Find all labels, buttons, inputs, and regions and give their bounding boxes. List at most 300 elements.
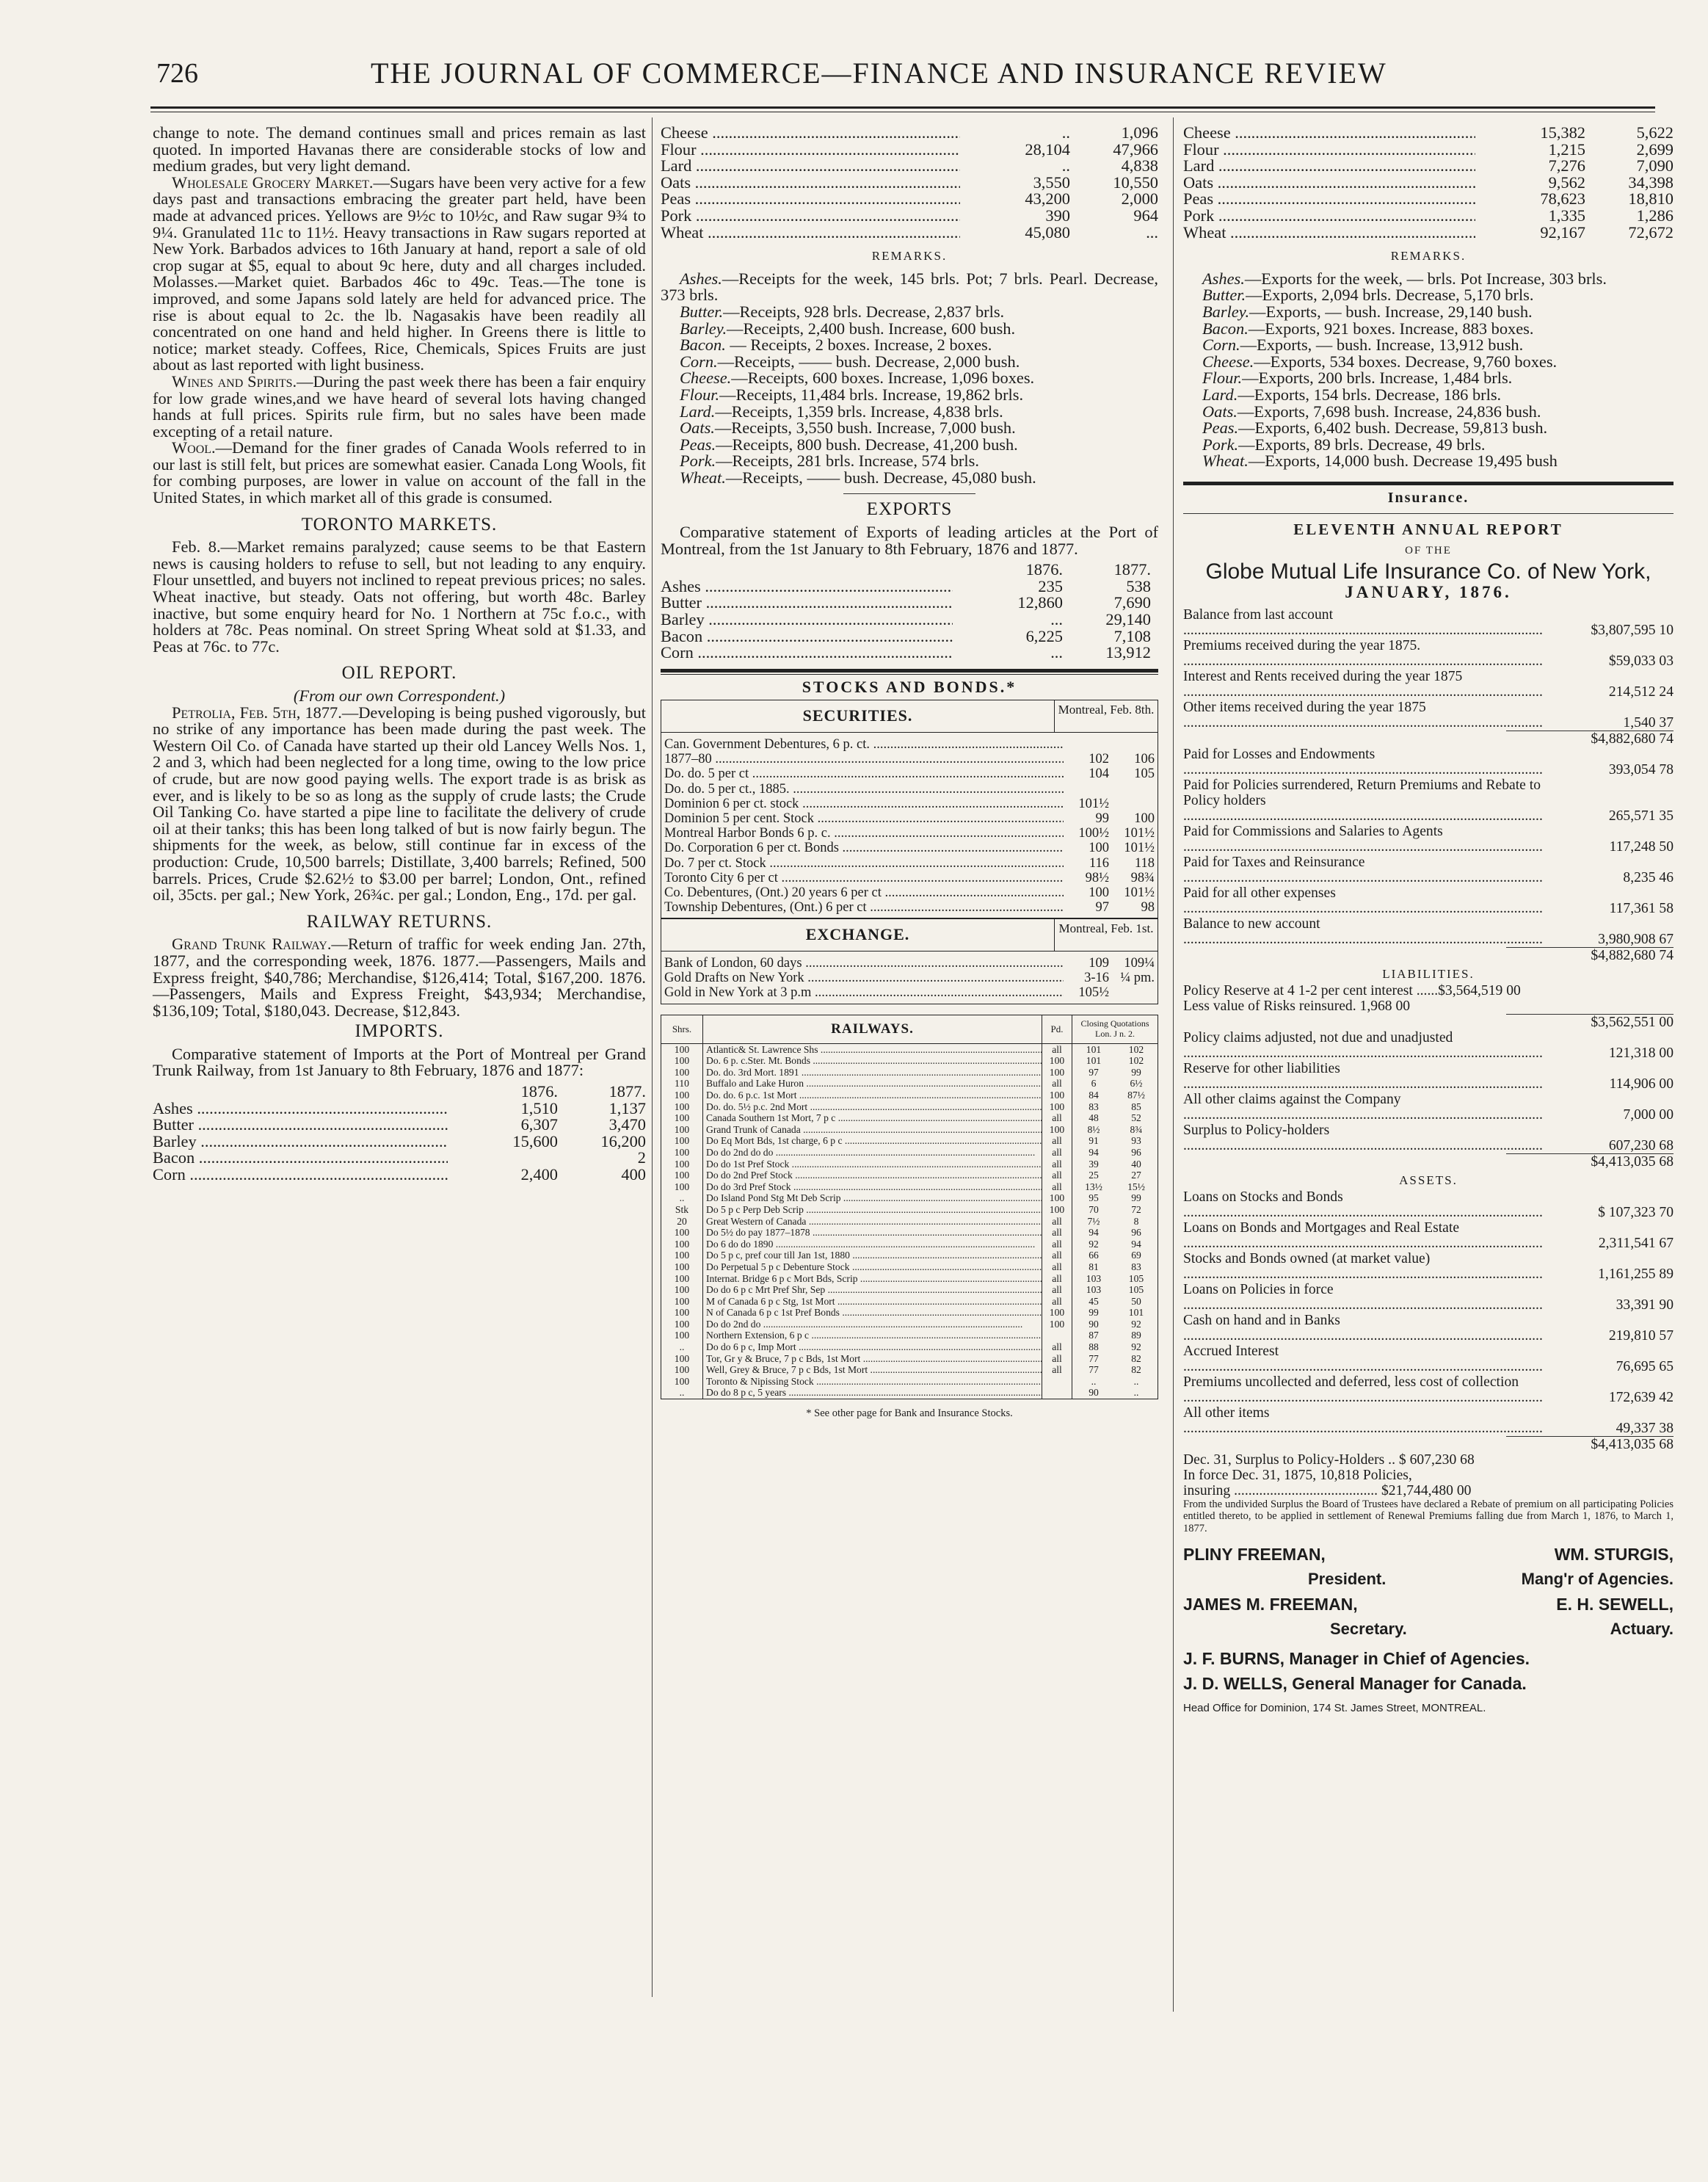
stocks-rule — [661, 669, 1158, 673]
railway-quote-high: 101 — [1128, 1307, 1144, 1319]
statement-row — [1183, 855, 1674, 885]
assets-title: ASSETS. — [1399, 1172, 1458, 1187]
railway-row — [661, 1273, 1158, 1285]
railway-row — [661, 1181, 1158, 1193]
exports-rule — [843, 493, 975, 494]
commodity-name: Lard ..... — [661, 158, 960, 175]
railway-quote-high: 15½ — [1127, 1181, 1145, 1192]
railway-name: Do do 1st Pref Stock ..... — [703, 1159, 1042, 1170]
statement-amount: 121,318 00 — [1608, 1045, 1674, 1061]
officers-row-1 — [1183, 1542, 1674, 1567]
security-name: Can. Government Debentures, 6 p. ct. ..... — [664, 737, 1064, 752]
railway-name: Do do 6 p c, Imp Mort ..... — [703, 1341, 1042, 1353]
commodity-name: Peas ..... — [1183, 191, 1475, 208]
remark-commodity: Pork. — [680, 452, 716, 471]
officer-name: JAMES M. FREEMAN, — [1183, 1595, 1358, 1614]
statement-row — [1183, 1313, 1674, 1344]
value-1876: .. — [1061, 125, 1070, 142]
remark-text: —Receipts for the week, 145 brls. Pot; 7 brls. Pearl. Decrease, 373 brls. — [661, 269, 1158, 305]
statement-amount: 8,235 46 — [1623, 869, 1674, 885]
stocks-rule-thin — [661, 674, 1158, 675]
railway-quote-high: 102 — [1128, 1055, 1144, 1067]
value-1876: 78,623 — [1540, 191, 1585, 208]
railway-quote-low: 101 — [1086, 1043, 1102, 1055]
security-name: Toronto City 6 per ct ..... — [664, 871, 1064, 885]
railway-shares: 100 — [661, 1364, 703, 1376]
railway-name: Canada Southern 1st Mort, 7 p c ..... — [703, 1112, 1042, 1124]
remark-commodity: Oats. — [1202, 402, 1238, 421]
wines-heading: Wines and Spirits. — [172, 371, 297, 391]
officer-name: WM. STURGIS, — [1554, 1545, 1674, 1565]
commodity-name: Wheat ..... — [661, 225, 960, 242]
remark-text: —Exports, 200 brls. Increase, 1,484 brls. — [1242, 369, 1513, 388]
railway-quote-high: 105 — [1128, 1272, 1144, 1284]
commodity-name: Corn ..... — [153, 1167, 448, 1184]
remark-item — [661, 354, 1158, 371]
table-row — [153, 1134, 646, 1150]
statement-amount: 117,361 58 — [1609, 900, 1674, 916]
quote-ask: 109¼ — [1124, 956, 1155, 971]
header-rule-thick — [150, 106, 1655, 109]
statement-label: Loans on Policies in force ..... — [1183, 1282, 1543, 1313]
commodity-name: Barley ..... — [153, 1134, 448, 1150]
railway-paid — [1042, 1330, 1072, 1341]
officers-titles-row-2 — [1183, 1617, 1674, 1642]
railway-row — [661, 1239, 1158, 1250]
railway-row — [661, 1261, 1158, 1273]
railway-shares: 100 — [661, 1273, 703, 1285]
statement-amount: 214,512 24 — [1608, 684, 1674, 700]
railway-paid: all — [1042, 1227, 1072, 1239]
quote-ask — [1109, 797, 1155, 811]
statement-label: Loans on Bonds and Mortgages and Real Estate ..... — [1183, 1220, 1543, 1251]
commodity-name: Butter ..... — [661, 595, 953, 612]
value-1876: 92,167 — [1540, 224, 1585, 242]
remark-text: —Receipts, 11,484 brls. Increase, 19,862 brls. — [719, 385, 1024, 404]
statement-amount: 265,571 35 — [1608, 808, 1674, 824]
company-name: Globe Mutual Life Insurance Co. of New York, — [1205, 559, 1651, 584]
officers-block — [1183, 1542, 1674, 1721]
commodity-name: Oats ..... — [661, 175, 960, 192]
statement-amount: $3,807,595 10 — [1591, 622, 1674, 638]
remark-commodity: Oats. — [680, 418, 715, 438]
insurance-title: Insurance. — [1387, 489, 1469, 506]
statement-label: Paid for Taxes and Reinsurance ..... — [1183, 855, 1543, 885]
remark-commodity: Peas. — [1202, 418, 1239, 438]
railway-quote-low: 7½ — [1087, 1215, 1100, 1227]
quote-bid: 109 — [1089, 956, 1109, 971]
railway-quote-high: 6½ — [1130, 1078, 1143, 1090]
railway-quote-low: 81 — [1089, 1261, 1099, 1272]
railway-name: Do Eq Mort Bds, 1st charge, 6 p c ..... — [703, 1135, 1042, 1147]
value-1876: .. — [1061, 158, 1070, 175]
value-1876: 12,860 — [1017, 595, 1063, 612]
railway-quote-high: 105 — [1128, 1284, 1144, 1296]
remark-commodity: Flour. — [1202, 369, 1243, 388]
railway-quote-low: 66 — [1089, 1250, 1099, 1261]
value-1876: ... — [1050, 645, 1063, 662]
liabilities-title: LIABILITIES. — [1382, 966, 1475, 981]
quote-bid: 97 — [1095, 900, 1109, 916]
security-name: Gold Drafts on New York ..... — [664, 971, 1064, 985]
railway-quote-high: 52 — [1131, 1112, 1141, 1124]
railway-row — [661, 1227, 1158, 1239]
value-1876: 15,382 — [1540, 125, 1585, 142]
statement-row — [1183, 1405, 1674, 1436]
remark-item — [1183, 321, 1674, 338]
railway-paid: all — [1042, 1044, 1072, 1056]
grand-trunk-paragraph — [153, 936, 646, 1019]
quote-row — [664, 900, 1155, 915]
statement-row — [1183, 1344, 1674, 1374]
commodity-name: Lard ..... — [1183, 158, 1475, 175]
remark-text: —Receipts, 2,400 bush. Increase, 600 bush. — [727, 319, 1016, 338]
railway-shares: 100 — [661, 1067, 703, 1079]
railway-row — [661, 1353, 1158, 1365]
railway-row — [661, 1296, 1158, 1308]
table-row — [153, 1101, 646, 1117]
wool-heading: Wool. — [172, 438, 216, 457]
security-name: Dominion 5 per cent. Stock ..... — [664, 811, 1064, 826]
statement-label: Accrued Interest ..... — [1183, 1344, 1543, 1374]
quote-bid: 105½ — [1078, 985, 1109, 1001]
railway-row — [661, 1284, 1158, 1296]
page-number: 726 — [156, 58, 198, 89]
remark-text: —Receipts, —— bush. Decrease, 2,000 bush. — [717, 352, 1020, 371]
value-1877: 10,550 — [1113, 174, 1158, 192]
railway-shares: 100 — [661, 1376, 703, 1388]
remark-commodity: Butter. — [680, 302, 724, 321]
quote-bid — [1064, 782, 1109, 797]
railway-quote-high: .. — [1133, 1387, 1139, 1399]
liabilities-total: $4,413,035 68 — [1506, 1153, 1674, 1170]
remark-text: —Exports, — bush. Increase, 13,912 bush. — [1240, 336, 1524, 355]
railway-quote-high: 92 — [1131, 1318, 1141, 1330]
quote-row — [664, 871, 1155, 885]
statement-amount: 1,161,255 89 — [1598, 1266, 1674, 1282]
quote-ask: 101½ — [1124, 841, 1155, 856]
railway-paid: all — [1042, 1170, 1072, 1181]
value-1876: 235 — [1038, 578, 1063, 595]
quote-row — [664, 971, 1155, 985]
oil-report-text: —Developing is being pushed vigorously, but no strike of any importance has been made during the past week. The Western Oil Co. of Canada have started up their old Lancey Wells Nos. 1, 2 and 3, which had been neglected for a long time, owing to the low price of crude, but are now good paying wells. The export trade is as brisk as ever, and is likely to be so as long as the supply of crude lasts; the Crude Oil Tanking Co. have started a pipe line to facilitate the delivery of crude oil at their tanks; this has been long talked of but is now fairly begun. The shipments for the week, as below, still continue far in excess of the production: Crude, 10,500 barrels; Distillate, 3,400 barrels; Refined, 500 barrels. Prices, Crude $2.62½ to $3.00 per barrel; London, Ont., refined oil, 35cts. per gal.; New York, 26¾c. per gal.; London, Eng., 17d. per gal. — [153, 703, 646, 905]
imports-title: IMPORTS. — [355, 1021, 444, 1042]
disbursements-section — [1183, 747, 1674, 947]
railway-shares: 100 — [661, 1284, 703, 1296]
security-name: Co. Debentures, (Ont.) 20 years 6 per ct ..... — [664, 885, 1064, 900]
value-1876: 45,080 — [1025, 224, 1070, 242]
railway-shares: 100 — [661, 1181, 703, 1193]
railway-row — [661, 1159, 1158, 1170]
railway-quote-high: 83 — [1131, 1261, 1141, 1272]
commodity-name: Pork ..... — [1183, 208, 1475, 225]
railway-paid: all — [1042, 1296, 1072, 1308]
policy-reserve: Policy Reserve at 4 1-2 per cent interest ......$3,564,519 00 — [1183, 982, 1521, 998]
security-name: Do. 7 per ct. Stock ..... — [664, 856, 1064, 871]
table-row — [1183, 175, 1674, 192]
railway-shares: 100 — [661, 1319, 703, 1330]
statement-label: Paid for Losses and Endowments ..... — [1183, 747, 1543, 778]
stocks-bonds-title: STOCKS AND BONDS.* — [802, 677, 1017, 696]
table-row — [153, 1150, 646, 1167]
railway-paid — [1042, 1376, 1072, 1388]
statement-row — [1183, 1282, 1674, 1313]
railway-paid: all — [1042, 1078, 1072, 1090]
table-row — [661, 125, 1158, 142]
value-1876: 2,400 — [520, 1167, 558, 1184]
grocery-text: —Sugars have been very active for a few days past and transactions embracing the greater part held, have been made at advanced prices. Yellows are 9½c to 10½c, and Raw sugar 9¾ to 9¼. Granulated 11c to 11½. Heavy transactions in Raw sugars reported at New York. Barbados advices to 16th January at hand, report a sale of old crop sugar at $5, equal to about 9c here, duty and all charges included. Molasses.—Market quiet. Barbados 46c to 49c. Teas.—The tone is improved, and some Japans sold lately are held for advanced price. The rise is about equal to 2c. the lb. Nagasakis have been readily all concentrated on one hand and held higher. In Greens there is little to notice; market steady. Coffees, Rice, Chemicals, Spices Fruits are just about as last reported with light business. — [153, 173, 646, 374]
value-1877: 1,137 — [608, 1100, 646, 1117]
statement-amount: 76,695 65 — [1616, 1358, 1674, 1374]
remark-text: —Exports, 534 boxes. Decrease, 9,760 boxes. — [1254, 352, 1558, 371]
remark-commodity: Flour. — [680, 385, 720, 404]
railway-quote-low: 97 — [1089, 1066, 1099, 1078]
remark-commodity: Cheese. — [1202, 352, 1254, 371]
remark-commodity: Ashes. — [1202, 269, 1245, 288]
railway-shares: 110 — [661, 1078, 703, 1090]
value-1876: 1,510 — [520, 1100, 558, 1117]
railway-quote-high: 99 — [1131, 1066, 1141, 1078]
statement-label: Loans on Stocks and Bonds ..... — [1183, 1189, 1543, 1220]
remark-item — [1183, 370, 1674, 387]
statement-label: Paid for Policies surrendered, Return Premiums and Rebate to Policy holders ..... — [1183, 778, 1543, 824]
railway-shares: 100 — [661, 1147, 703, 1159]
remark-text: —Exports, 89 brls. Decrease, 49 brls. — [1238, 435, 1486, 454]
quote-row — [664, 752, 1155, 766]
railway-shares: 100 — [661, 1170, 703, 1181]
railway-name: Do Perpetual 5 p c Debenture Stock ..... — [703, 1261, 1042, 1273]
quote-row — [664, 856, 1155, 871]
security-name: Do. do. 5 per ct ..... — [664, 766, 1064, 781]
quote-row — [664, 985, 1155, 1000]
commodity-name: Ashes ..... — [661, 579, 953, 595]
railway-quote-low: 13½ — [1085, 1181, 1102, 1192]
railway-shares: .. — [661, 1387, 703, 1399]
remark-text: —Receipts, 928 brls. Decrease, 2,837 brls. — [723, 302, 1005, 321]
closing-heading: Closing Quotations Lon. J n. 2. — [1080, 1018, 1149, 1039]
railway-name: Do do 2nd do do ..... — [703, 1147, 1042, 1159]
railway-quote-low: .. — [1091, 1375, 1097, 1387]
value-1877: 2,000 — [1121, 191, 1158, 208]
quote-bid: 116 — [1089, 855, 1109, 871]
value-1877: 16,200 — [600, 1133, 646, 1150]
quote-ask: ¼ pm. — [1120, 971, 1155, 986]
surplus-line: Dec. 31, Surplus to Policy-Holders .. $ 607,230 68 — [1183, 1451, 1475, 1468]
commodity-name: Cheese ..... — [1183, 125, 1475, 142]
table-row — [661, 645, 1151, 662]
statement-amount: 393,054 78 — [1608, 761, 1674, 778]
column-3 — [1183, 125, 1674, 1721]
railway-quote-high: 96 — [1131, 1227, 1141, 1239]
railway-row — [661, 1170, 1158, 1181]
statement-row — [1183, 916, 1674, 947]
railway-quote-high: 82 — [1131, 1364, 1141, 1376]
statement-row — [1183, 1123, 1674, 1153]
statement-row — [1183, 778, 1674, 824]
railway-name: Buffalo and Lake Huron ..... — [703, 1078, 1042, 1090]
grocery-paragraph — [153, 175, 646, 374]
column-divider-2 — [1173, 117, 1174, 2012]
statement-amount: 1,540 37 — [1623, 714, 1674, 731]
railway-shares: 100 — [661, 1296, 703, 1308]
railway-paid: 100 — [1042, 1124, 1072, 1136]
statement-label: Reserve for other liabilities ..... — [1183, 1061, 1543, 1092]
value-1876: 6,225 — [1025, 628, 1063, 645]
quote-row — [664, 956, 1155, 971]
securities-table — [661, 733, 1158, 918]
remark-item — [661, 387, 1158, 404]
railway-paid: all — [1042, 1353, 1072, 1365]
railway-name: Do. 6 p. c.Ster. Mt. Bonds ..... — [703, 1055, 1042, 1067]
value-1877: 964 — [1133, 207, 1158, 225]
value-1877: 34,398 — [1628, 174, 1674, 192]
manager-chief: J. F. BURNS, Manager in Chief of Agencies. — [1183, 1649, 1530, 1669]
railway-name: Atlantic& St. Lawrence Shs ..... — [703, 1044, 1042, 1056]
remark-commodity: Pork. — [1202, 435, 1239, 454]
quote-bid: 100 — [1089, 841, 1109, 856]
remark-item — [661, 321, 1158, 338]
quote-ask: 98¾ — [1130, 870, 1155, 885]
statement-amount: 219,810 57 — [1608, 1327, 1674, 1344]
value-1877: 5,622 — [1636, 125, 1674, 142]
railway-row — [661, 1387, 1158, 1399]
statement-row — [1183, 1030, 1674, 1061]
value-1877: 400 — [621, 1167, 646, 1184]
value-1877: 7,690 — [1113, 595, 1151, 612]
railway-quote-low: 45 — [1089, 1295, 1099, 1307]
value-1876: 7,276 — [1548, 158, 1585, 175]
exports-table-continued — [1183, 125, 1674, 241]
exports-remarks-title: REMARKS. — [1390, 249, 1467, 264]
statement-row — [1183, 669, 1674, 700]
railway-paid: all — [1042, 1135, 1072, 1147]
quote-bid: 99 — [1095, 811, 1109, 827]
quote-ask: 105 — [1134, 766, 1155, 782]
quote-ask — [1109, 737, 1155, 752]
railway-paid: all — [1042, 1216, 1072, 1228]
toronto-markets-text: Feb. 8.—Market remains paralyzed; cause seems to be that Eastern news is causing holders to refuse to sell, but not leading to any enquiry. Flour unsettled, and buyers not inclined to repeat previous prices; no sales. Wheat inactive, but steady. Oats not offering, but worth 48c. Barley inactive, but some enquiry heard for No. 1 Northern at 75c f.o.c., with holders at 78c. Peas nominal. On street Spring Wheat sold at $1.33, and Peas at 76c. to 77c. — [153, 537, 646, 656]
railway-shares: .. — [661, 1341, 703, 1353]
oil-report-title: OIL REPORT. — [341, 663, 457, 684]
table-row — [661, 191, 1158, 208]
railway-name: Well, Grey & Bruce, 7 p c Bds, 1st Mort ..... — [703, 1364, 1042, 1376]
railway-returns-title: RAILWAY RETURNS. — [306, 911, 493, 932]
quote-bid: 3-16 — [1084, 971, 1109, 986]
remark-commodity: Bacon. — [680, 336, 726, 355]
imports-table — [153, 1084, 646, 1184]
statement-label: Paid for all other expenses ..... — [1183, 885, 1543, 916]
railway-quote-low: 90 — [1089, 1318, 1099, 1330]
statement-amount: $ 107,323 70 — [1598, 1204, 1674, 1220]
railway-name: Do. do. 5½ p.c. 2nd Mort ..... — [703, 1101, 1042, 1113]
exports-table — [661, 562, 1151, 662]
statement-label: Paid for Commissions and Salaries to Agents ..... — [1183, 824, 1543, 855]
remark-commodity: Cheese. — [680, 369, 732, 388]
remark-item — [661, 453, 1158, 470]
value-1876: 28,104 — [1025, 141, 1070, 159]
quote-row — [664, 797, 1155, 811]
railway-shares: 100 — [661, 1112, 703, 1124]
value-1877: 538 — [1126, 578, 1151, 595]
railway-row — [661, 1090, 1158, 1101]
railway-paid: all — [1042, 1112, 1072, 1124]
value-1877: ... — [1146, 224, 1158, 242]
quote-ask — [1109, 782, 1155, 797]
railway-paid: all — [1042, 1261, 1072, 1273]
railway-row — [661, 1135, 1158, 1147]
column-2 — [661, 125, 1158, 1422]
shares-heading: Shrs. — [661, 1015, 703, 1043]
railway-quote-low: 103 — [1086, 1272, 1102, 1284]
railway-paid: all — [1042, 1273, 1072, 1285]
railway-name: Do 5 p c, pref cour till Jan 1st, 1880 ..... — [703, 1250, 1042, 1261]
income-total: $4,882,680 74 — [1506, 731, 1674, 747]
exports-year-header — [661, 562, 1151, 579]
oil-report-subtitle: (From our own Correspondent.) — [293, 686, 506, 705]
income-section — [1183, 607, 1674, 731]
railway-paid: all — [1042, 1250, 1072, 1261]
railway-name: Do 6 do do 1890 ..... — [703, 1239, 1042, 1250]
railway-row — [661, 1250, 1158, 1261]
railway-shares: 100 — [661, 1135, 703, 1147]
railway-paid: all — [1042, 1181, 1072, 1193]
quote-ask: 98 — [1141, 900, 1155, 916]
railway-paid — [1042, 1387, 1072, 1399]
commodity-name: Oats ..... — [1183, 175, 1475, 192]
security-name: Dominion 6 per ct. stock ..... — [664, 797, 1064, 811]
railway-row — [661, 1147, 1158, 1159]
exchange-heading: EXCHANGE. — [661, 919, 1055, 951]
value-1876: 43,200 — [1025, 191, 1070, 208]
table-row — [153, 1167, 646, 1184]
report-date: JANUARY, 1876. — [1345, 583, 1512, 602]
railway-name: Do do 2nd do ..... — [703, 1319, 1042, 1330]
remark-item — [661, 337, 1158, 354]
remark-commodity: Wheat. — [680, 468, 726, 487]
table-row — [1183, 225, 1674, 242]
remark-item — [661, 420, 1158, 437]
commodity-name: Cheese ..... — [661, 125, 960, 142]
statement-label: Cash on hand and in Banks ..... — [1183, 1313, 1543, 1344]
value-1876: 390 — [1045, 207, 1070, 225]
value-1876: 3,550 — [1033, 174, 1070, 192]
remark-item — [661, 437, 1158, 454]
statement-label: Stocks and Bonds owned (at market value) ..... — [1183, 1251, 1543, 1282]
statement-amount: 114,906 00 — [1609, 1076, 1674, 1092]
liabilities-net: $3,562,551 00 — [1506, 1014, 1674, 1030]
railway-quote-high: 99 — [1131, 1192, 1141, 1204]
commodity-name: Flour ..... — [661, 142, 960, 159]
railway-shares: 100 — [661, 1239, 703, 1250]
remark-commodity: Barley. — [680, 319, 727, 338]
railway-shares: 100 — [661, 1101, 703, 1113]
railway-shares: 100 — [661, 1353, 703, 1365]
securities-quote-heading: Montreal, Feb. 8th. — [1058, 703, 1155, 717]
remark-item — [661, 271, 1158, 304]
statement-amount: 33,391 90 — [1616, 1297, 1674, 1313]
railway-row — [661, 1112, 1158, 1124]
railway-quote-high: 92 — [1131, 1341, 1141, 1353]
statement-amount: 2,311,541 67 — [1598, 1235, 1674, 1251]
imports-table-continued — [661, 125, 1158, 241]
railway-row — [661, 1124, 1158, 1136]
table-row — [661, 579, 1151, 595]
quote-ask: 100 — [1134, 811, 1155, 827]
officer-name: E. H. SEWELL, — [1556, 1595, 1674, 1614]
railway-paid: 100 — [1042, 1319, 1072, 1330]
imports-year-header — [153, 1084, 646, 1101]
table-row — [661, 142, 1158, 159]
